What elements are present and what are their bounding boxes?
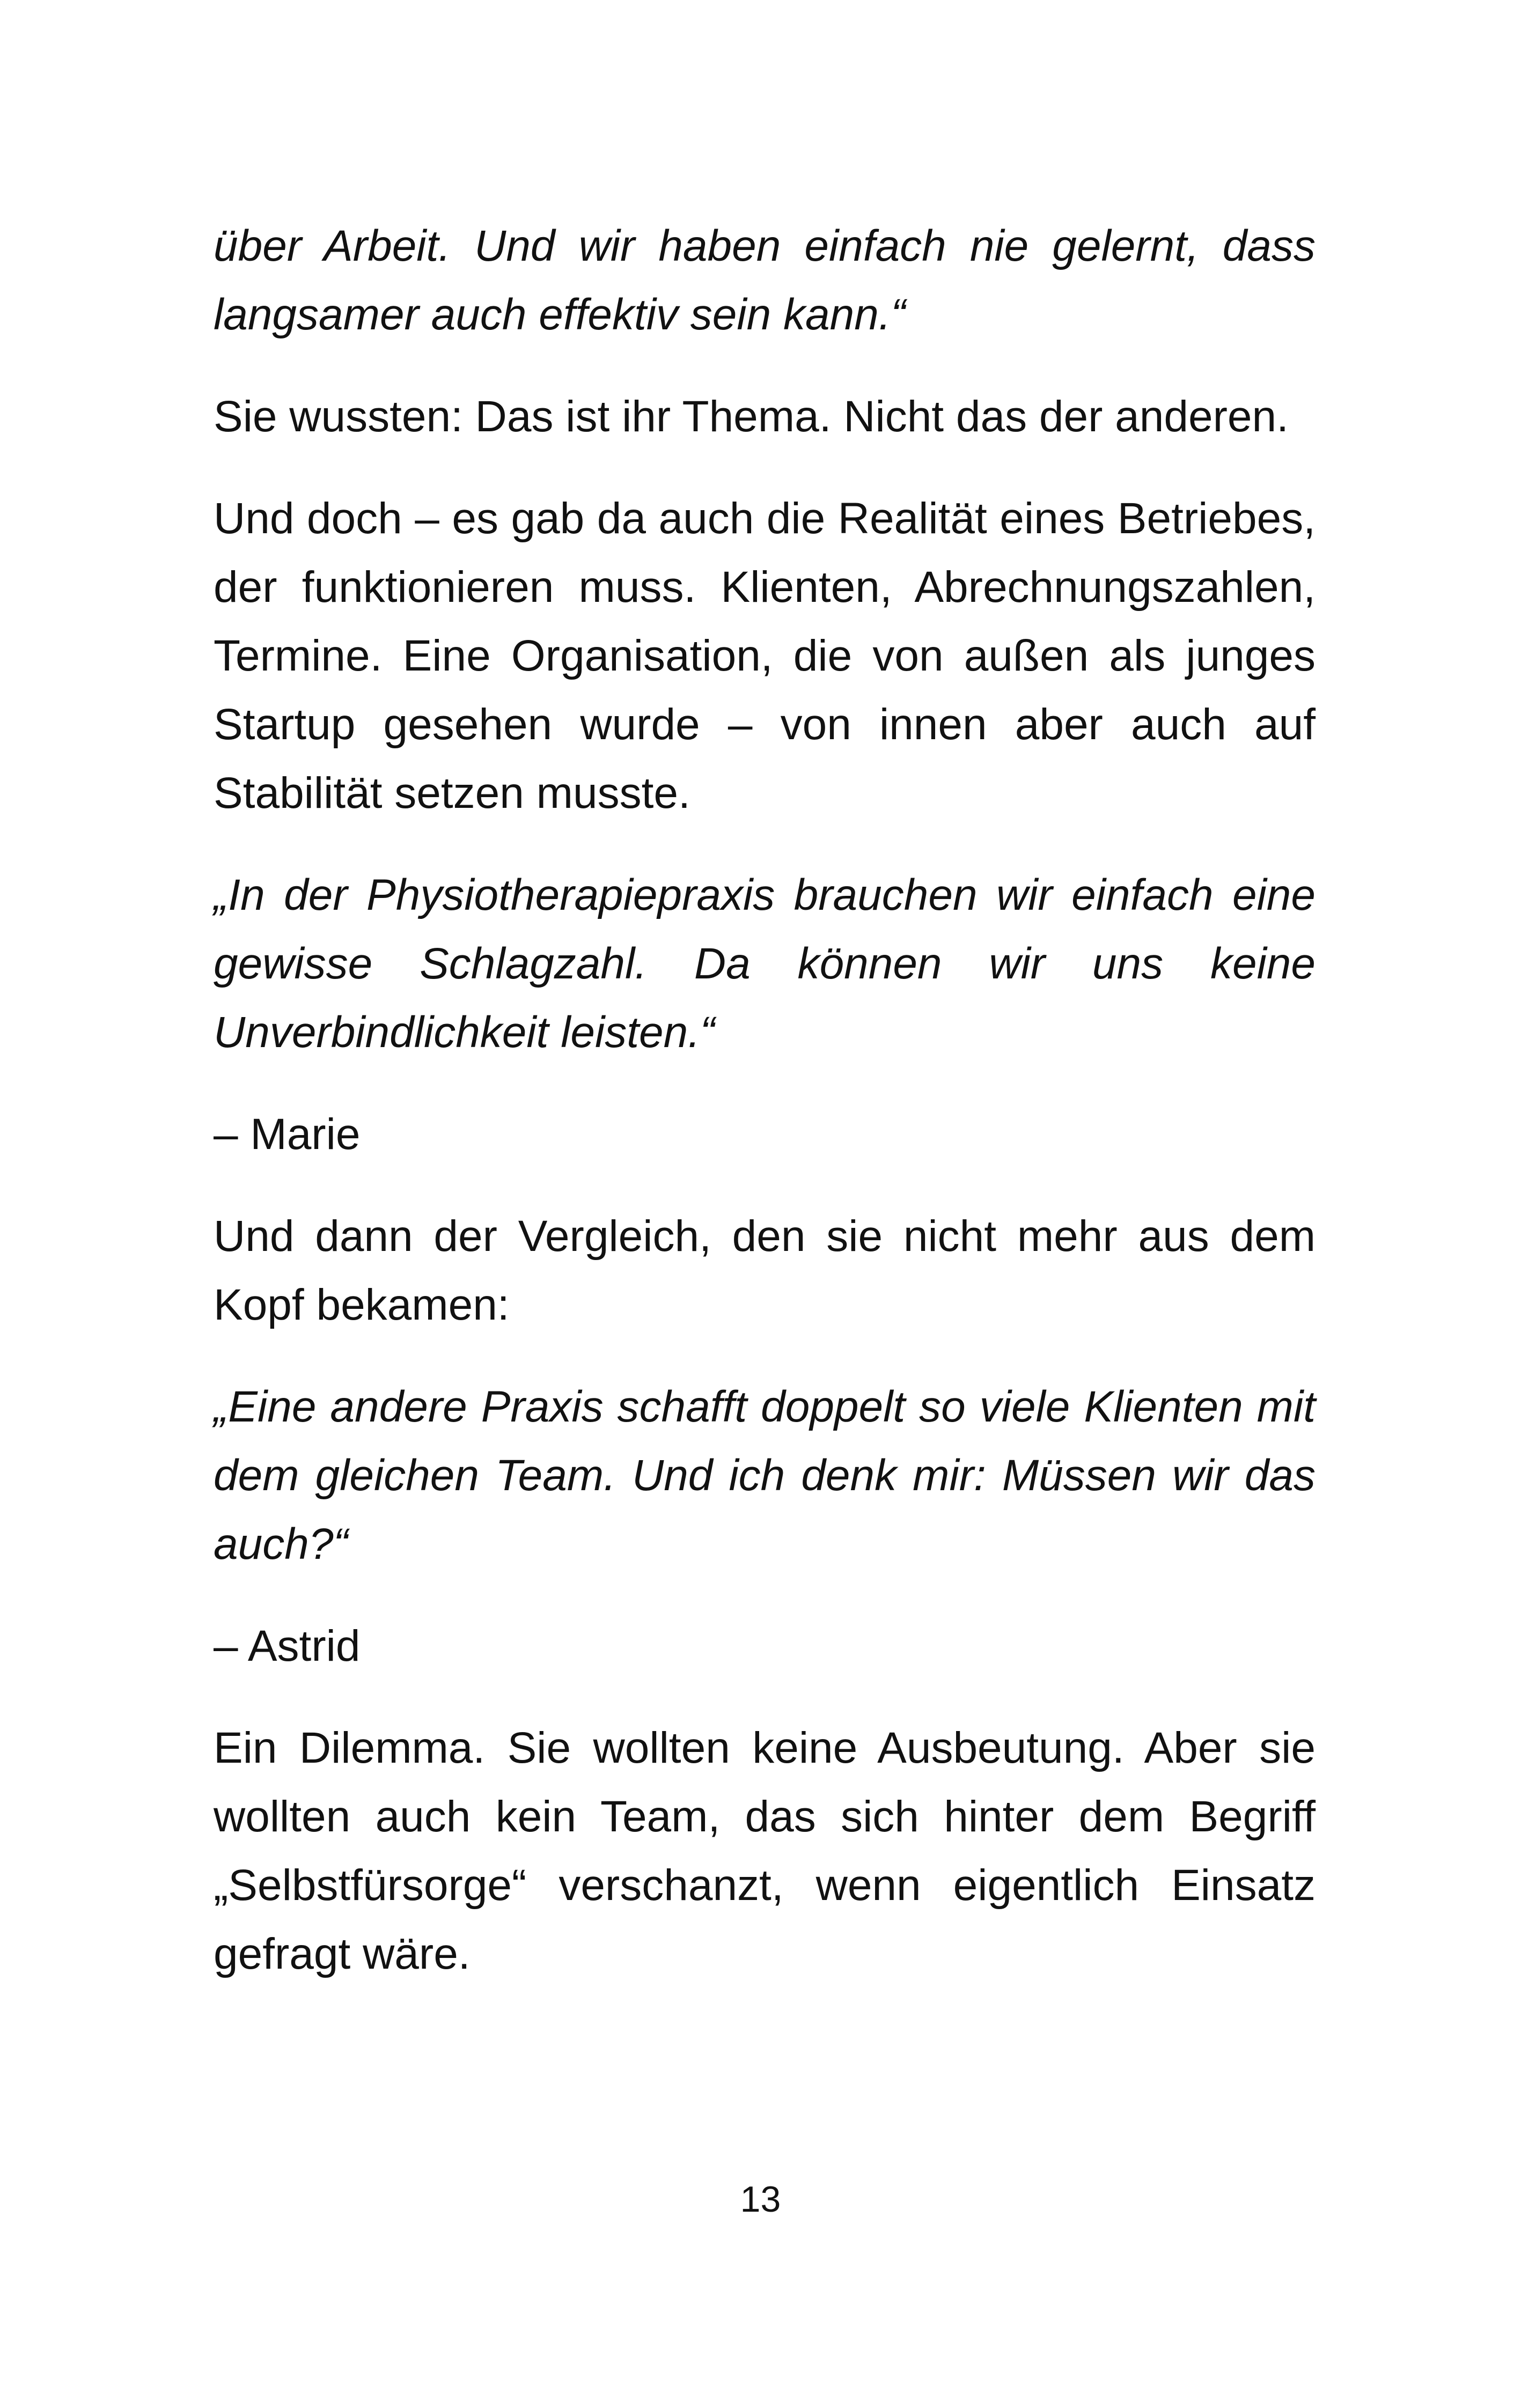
paragraph-theme: Sie wussten: Das ist ihr Thema. Nicht das der anderen. (214, 392, 1289, 441)
body-text (214, 212, 1316, 2022)
paragraph-reality: Und doch – es gab da auch die Realität eines Betriebes, der funktionieren muss. Klienten, Abrechnungszahlen, Termine. Eine Organisation, die von außen als junges Startup gesehen wurde – von innen aber auch auf Stabilität setzen musste. (214, 494, 1316, 818)
quote-marie: „In der Physiotherapiepraxis brauchen wir einfach eine gewisse Schlagzahl. Da können wir uns keine Unverbindlichkeit leisten.“ (214, 871, 1316, 1057)
attribution-marie: – Marie (214, 1110, 361, 1159)
paragraph-dilemma: Ein Dilemma. Sie wollten keine Ausbeutung. Aber sie wollten auch kein Team, das sich hinter dem Begriff „Selbstfürsorge“ verschanzt, wenn eigentlich Einsatz gefragt wäre. (214, 1724, 1316, 1978)
quote-astrid: „Eine andere Praxis schafft doppelt so viele Klienten mit dem gleichen Team. Und ich denk mir: Müssen wir das auch?“ (214, 1382, 1316, 1568)
attribution-astrid: – Astrid (214, 1622, 361, 1670)
page-number: 13 (740, 2179, 781, 2220)
quote-continuation: über Arbeit. Und wir haben einfach nie gelernt, dass langsamer auch effektiv sein kann.“ (214, 222, 1316, 339)
paragraph-comparison: Und dann der Vergleich, den sie nicht mehr aus dem Kopf bekamen: (214, 1212, 1316, 1329)
